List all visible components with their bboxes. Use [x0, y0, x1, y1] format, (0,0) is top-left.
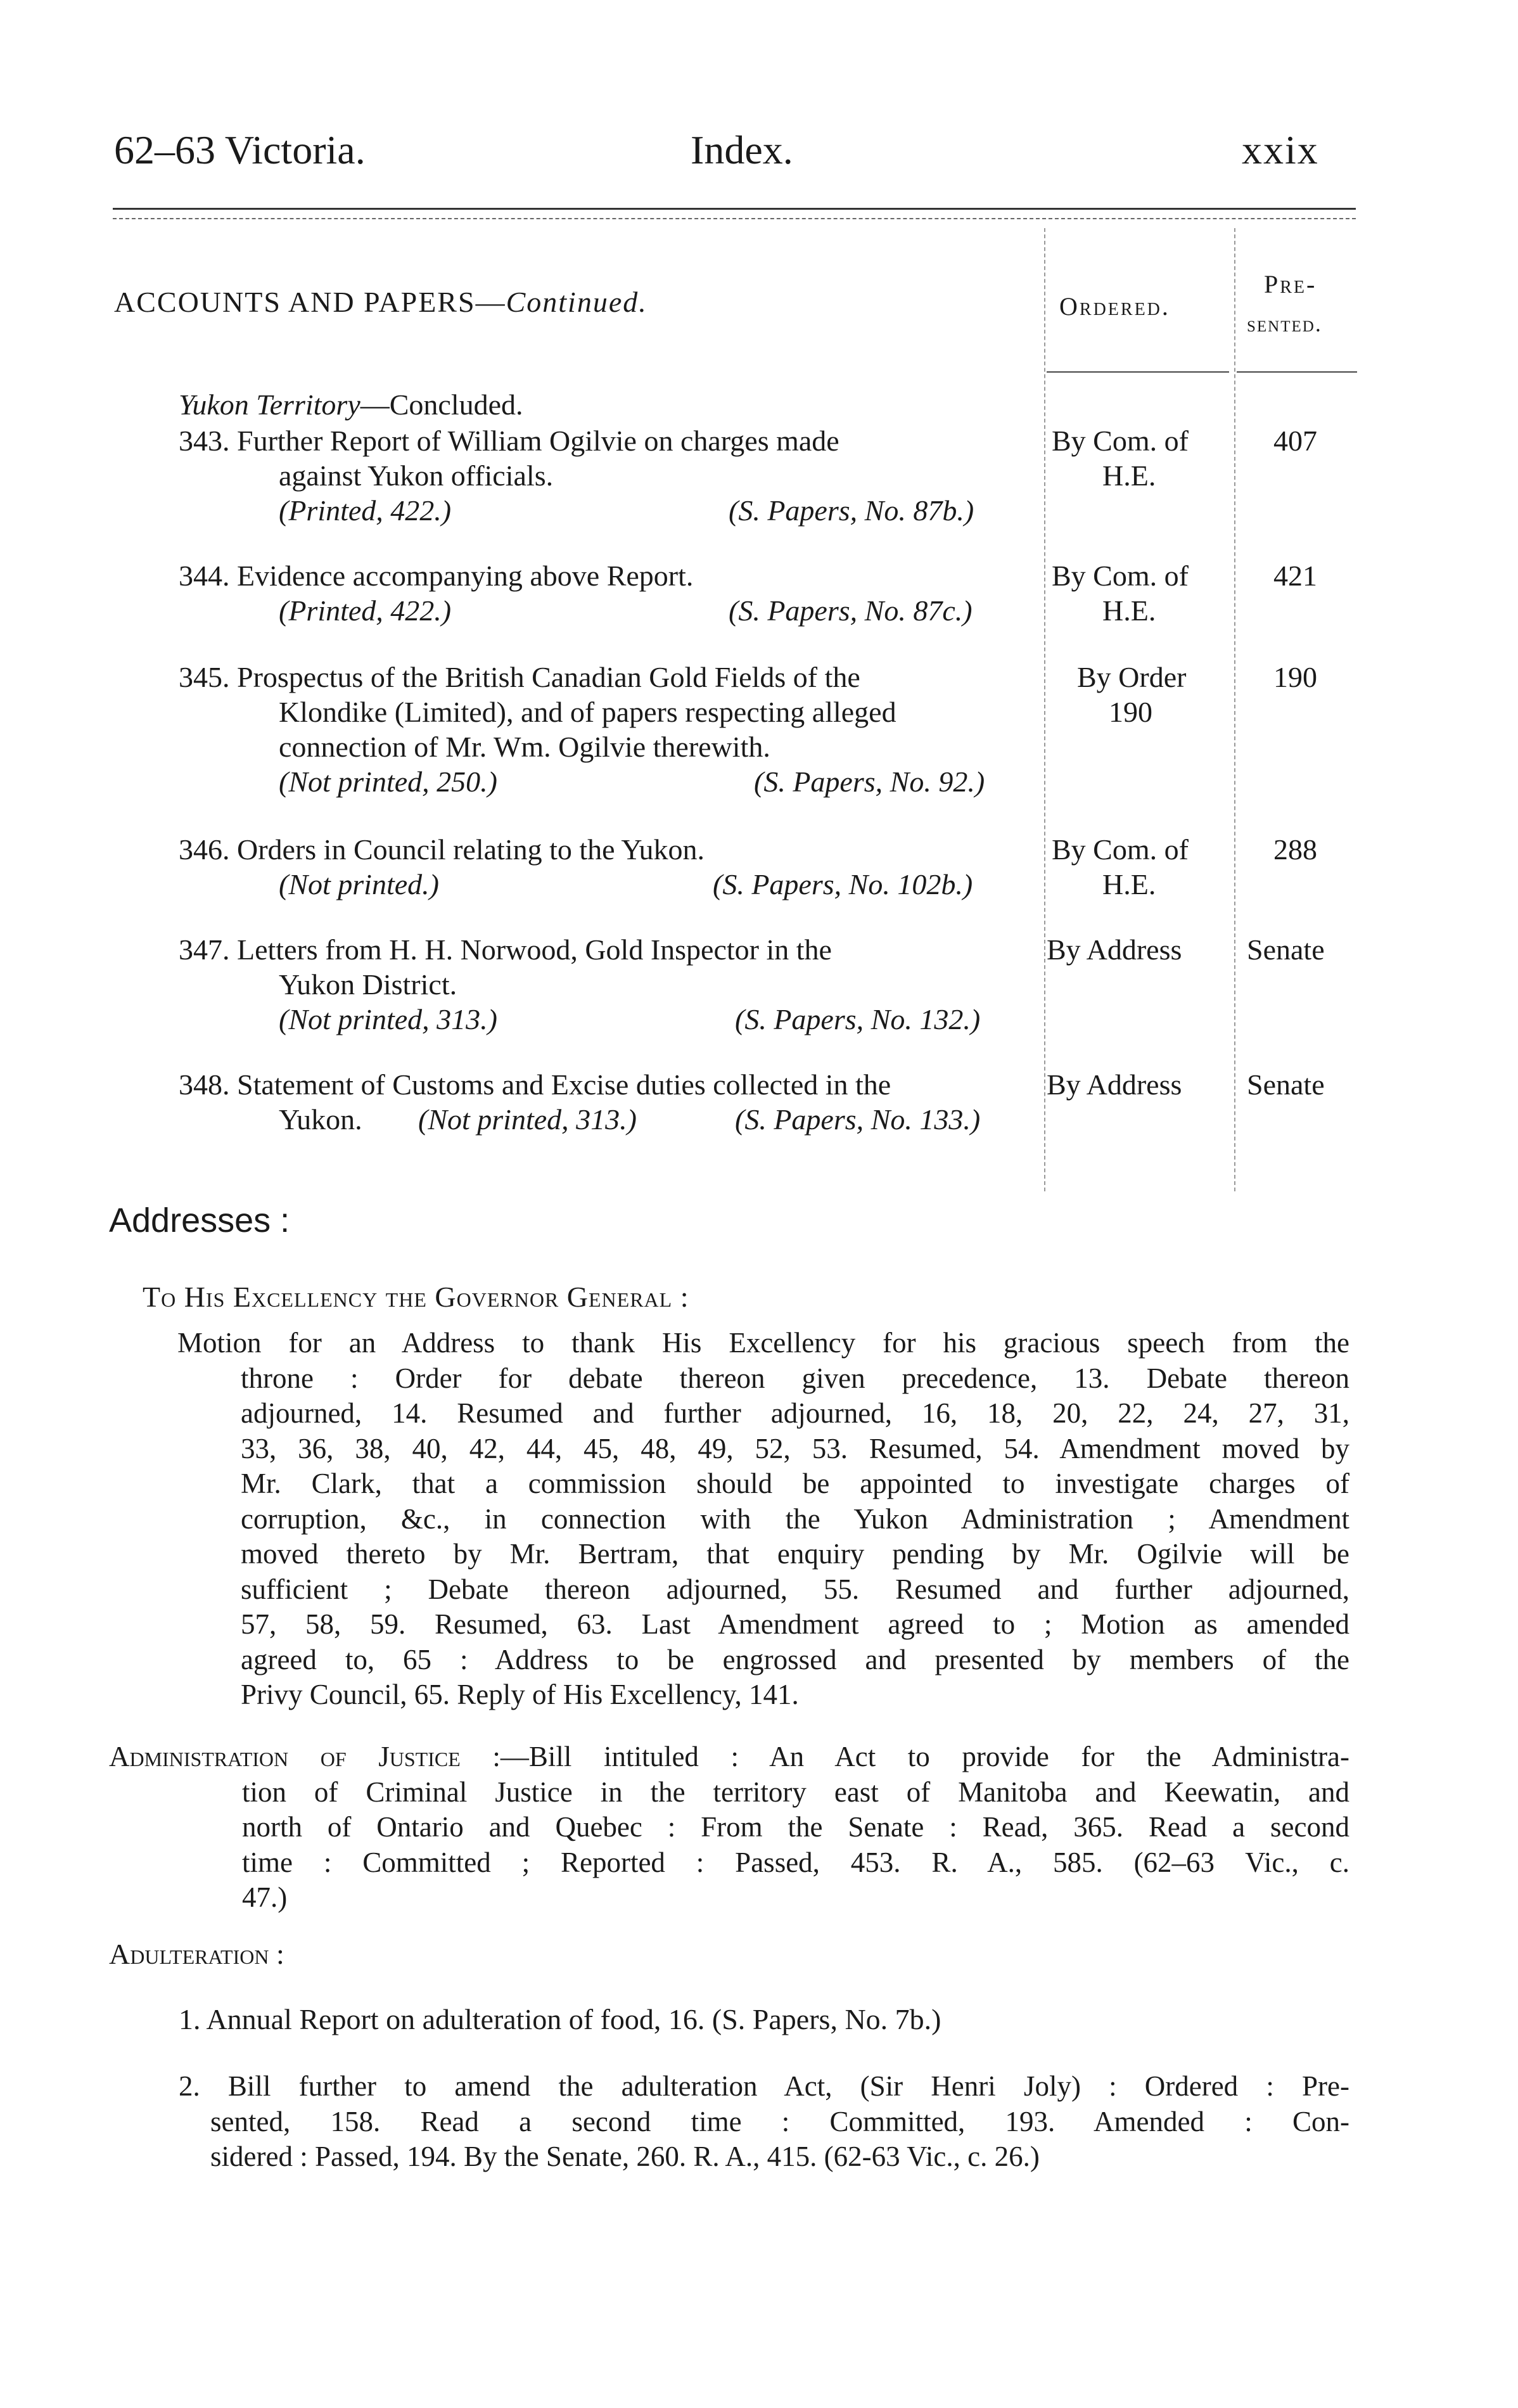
column-divider-presented — [1234, 228, 1235, 1191]
entry-paper: (S. Papers, No. 102b.) — [713, 868, 973, 900]
administration-paragraph — [109, 1739, 1349, 1916]
motion-line: adjourned, 14. Resumed and further adjourned, 16, 18, 20, 22, 24, 27, 31, — [241, 1397, 1349, 1429]
entry-ordered: H.E. — [1102, 868, 1156, 900]
column-presented-header-2: sented. — [1247, 311, 1322, 336]
entry-presented: 288 — [1273, 833, 1317, 866]
motion-line: throne : Order for debate thereon given precedence, 13. Debate thereon — [241, 1362, 1349, 1394]
entry-printed: (Not printed, 313.) — [279, 1003, 497, 1035]
entry-presented: Senate — [1247, 933, 1325, 966]
adulteration-line: sidered : Passed, 194. By the Senate, 260. R. A., 415. (62-63 Vic., c. 26.) — [210, 2141, 1040, 2172]
motion-line: Privy Council, 65. Reply of His Excellency, 141. — [241, 1679, 799, 1710]
header-right: xxix — [1242, 127, 1319, 172]
adulteration-label: Adulteration : — [109, 1938, 284, 1970]
section-title: ACCOUNTS AND PAPERS— — [114, 286, 506, 318]
column-divider-ordered — [1044, 228, 1045, 1191]
administration-text: —Bill intituled : An Act to provide for the Administra- — [500, 1741, 1350, 1772]
entry-presented: 421 — [1273, 560, 1317, 592]
entry-paper: (S. Papers, No. 133.) — [735, 1103, 981, 1136]
entry-ordered: By Address — [1047, 1068, 1182, 1101]
entry-line: against Yukon officials. — [279, 459, 554, 492]
entry-paper: (S. Papers, No. 92.) — [754, 765, 985, 798]
entry-ordered: H.E. — [1102, 459, 1156, 492]
entry-line: 345. Prospectus of the British Canadian Gold Fields of the — [179, 661, 860, 693]
entry-ordered: By Address — [1047, 933, 1182, 966]
motion-line: Motion for an Address to thank His Excellency for his gracious speech from the — [177, 1327, 1349, 1359]
entry-printed: (Not printed.) — [279, 868, 439, 900]
header-rule-dashed — [113, 218, 1356, 219]
entry-line: 344. Evidence accompanying above Report. — [179, 560, 694, 592]
column-presented-header-1: Pre- — [1264, 270, 1317, 298]
entry-ordered: By Com. of — [1052, 425, 1189, 457]
motion-paragraph — [177, 1326, 1349, 1713]
entry-line: Yukon. — [279, 1103, 362, 1136]
column-header-underline-2 — [1237, 371, 1357, 373]
motion-line: agreed to, 65 : Address to be engrossed and presented by members of the — [241, 1643, 1349, 1675]
adulteration-item-2 — [179, 2069, 1349, 2175]
subheading-rest: —Concluded. — [360, 388, 523, 421]
entry-paper: (S. Papers, No. 87c.) — [729, 594, 973, 627]
subheading — [179, 387, 523, 423]
addresses-subheading: To His Excellency the Governor General : — [143, 1281, 689, 1313]
motion-line: 33, 36, 38, 40, 42, 44, 45, 48, 49, 52, 53. Resumed, 54. Amendment moved by — [241, 1432, 1349, 1464]
entry-presented: 190 — [1273, 661, 1317, 693]
entry-ordered: By Com. of — [1052, 833, 1189, 866]
motion-line: Mr. Clark, that a commission should be appointed to investigate charges of — [241, 1468, 1349, 1499]
motion-line: 57, 58, 59. Resumed, 63. Last Amendment agreed to ; Motion as amended — [241, 1608, 1349, 1640]
entry-ordered: 190 — [1109, 696, 1152, 728]
entry-printed: (Not printed, 250.) — [279, 765, 497, 798]
column-header-underline — [1047, 371, 1229, 373]
administration-line: north of Ontario and Quebec : From the Senate : Read, 365. Read a second — [242, 1811, 1349, 1843]
column-ordered-header: Ordered. — [1059, 292, 1170, 321]
motion-line: corruption, &c., in connection with the Yukon Administration ; Amendment — [241, 1502, 1349, 1535]
entry-line: Klondike (Limited), and of papers respecting alleged — [279, 696, 896, 728]
entry-printed: (Not printed, 313.) — [418, 1103, 637, 1136]
motion-line: moved thereto by Mr. Bertram, that enquiry pending by Mr. Ogilvie will be — [241, 1538, 1349, 1570]
entry-presented: Senate — [1247, 1068, 1325, 1101]
motion-line: sufficient ; Debate thereon adjourned, 55. Resumed and further adjourned, — [241, 1573, 1349, 1605]
section-heading — [114, 284, 647, 321]
entry-paper: (S. Papers, No. 132.) — [735, 1003, 981, 1035]
subheading-italic: Yukon Territory — [179, 388, 360, 421]
entry-presented: 407 — [1273, 425, 1317, 457]
administration-line: time : Committed ; Reported : Passed, 453. R. A., 585. (62–63 Vic., c. — [242, 1846, 1349, 1878]
entry-ordered: By Com. of — [1052, 560, 1189, 592]
entry-line: 348. Statement of Customs and Excise duties collected in the — [179, 1068, 891, 1101]
entry-line: 347. Letters from H. H. Norwood, Gold Inspector in the — [179, 933, 832, 966]
section-continued: Continued. — [506, 286, 647, 318]
header-rule — [113, 208, 1356, 210]
entry-line: Yukon District. — [279, 968, 457, 1001]
administration-label: Administration of Justice : — [109, 1741, 501, 1772]
entry-printed: (Printed, 422.) — [279, 494, 452, 527]
addresses-heading: Addresses : — [109, 1201, 290, 1239]
entry-ordered: H.E. — [1102, 594, 1156, 627]
entry-printed: (Printed, 422.) — [279, 594, 452, 627]
entry-line: 343. Further Report of William Ogilvie on charges made — [179, 425, 839, 457]
entry-ordered: By Order — [1077, 661, 1187, 693]
adulteration-line: sented, 158. Read a second time : Committed, 193. Amended : Con- — [210, 2105, 1349, 2137]
administration-line-1 — [109, 1739, 1349, 1775]
entry-line: connection of Mr. Wm. Ogilvie therewith. — [279, 731, 770, 763]
adulteration-item-1: 1. Annual Report on adulteration of food, 16. (S. Papers, No. 7b.) — [179, 2003, 941, 2035]
entry-paper: (S. Papers, No. 87b.) — [729, 494, 974, 527]
header-center: Index. — [691, 127, 793, 172]
entry-line: 346. Orders in Council relating to the Yukon. — [179, 833, 705, 866]
administration-line: tion of Criminal Justice in the territory east of Manitoba and Keewatin, and — [242, 1776, 1349, 1808]
administration-line: 47.) — [242, 1881, 288, 1913]
header-left: 62–63 Victoria. — [114, 127, 366, 172]
adulteration-line: 2. Bill further to amend the adulteration Act, (Sir Henri Joly) : Ordered : Pre- — [179, 2070, 1349, 2102]
